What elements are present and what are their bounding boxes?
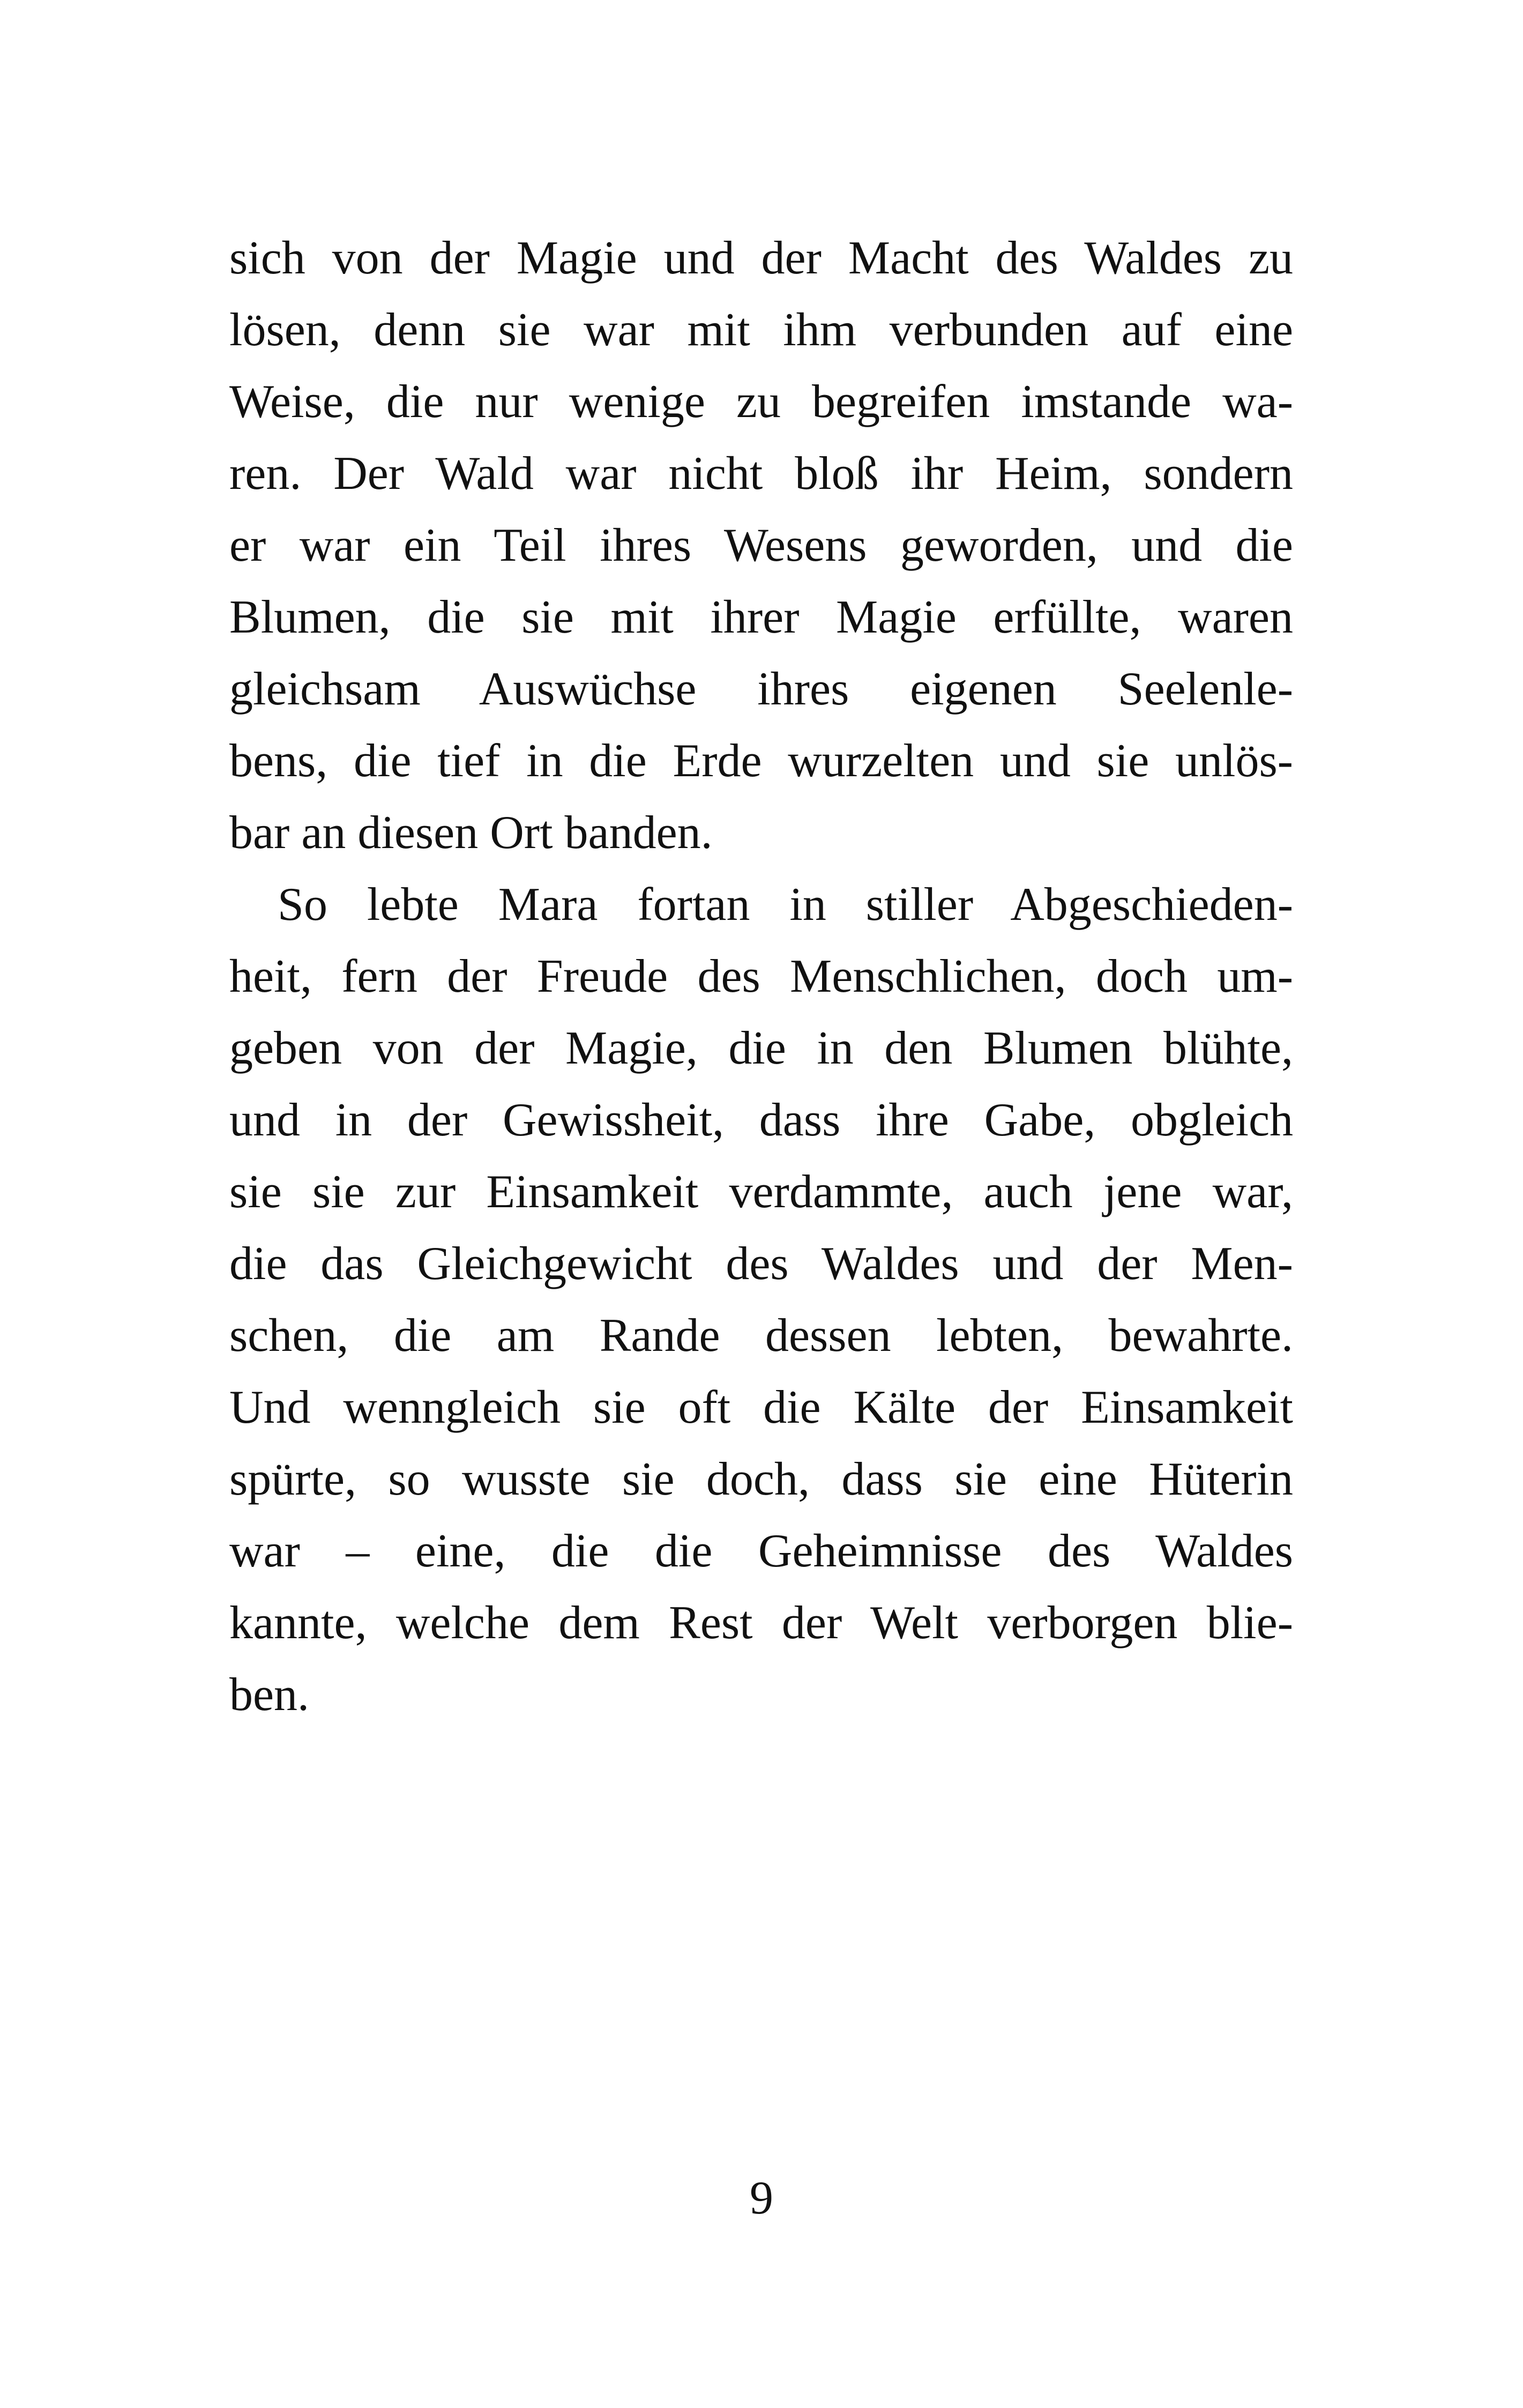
paragraph-1 (229, 222, 1293, 869)
text-line: und in der Gewissheit, dass ihre Gabe, obgleich (229, 1094, 1293, 1146)
text-line: ren. Der Wald war nicht bloß ihr Heim, sondern (229, 448, 1293, 500)
text-line: bens, die tief in die Erde wurzelten und sie unlös- (229, 735, 1293, 787)
text-line: So lebte Mara fortan in stiller Abgeschieden- (278, 879, 1293, 931)
body-text (229, 222, 1293, 1731)
text-line: heit, fern der Freude des Menschlichen, doch um- (229, 950, 1293, 1002)
text-line: Weise, die nur wenige zu begreifen imstande wa- (229, 376, 1293, 428)
text-line: bar an diesen Ort banden. (229, 807, 713, 859)
paragraph-2 (229, 869, 1293, 1731)
text-line: schen, die am Rande dessen lebten, bewahrte. (229, 1310, 1293, 1362)
text-line: Blumen, die sie mit ihrer Magie erfüllte, waren (229, 591, 1293, 643)
text-line: ben. (229, 1669, 310, 1721)
text-line: spürte, so wusste sie doch, dass sie eine Hüterin (229, 1453, 1293, 1505)
text-line: war – eine, die die Geheimnisse des Waldes (229, 1525, 1293, 1577)
text-line: sie sie zur Einsamkeit verdammte, auch jene war, (229, 1166, 1293, 1218)
text-line: die das Gleichgewicht des Waldes und der Men- (229, 1238, 1293, 1290)
text-line: Und wenngleich sie oft die Kälte der Einsamkeit (229, 1381, 1293, 1433)
text-line: sich von der Magie und der Macht des Waldes zu (229, 232, 1293, 284)
text-line: lösen, denn sie war mit ihm verbunden auf eine (229, 304, 1293, 356)
text-line: kannte, welche dem Rest der Welt verborgen blie- (229, 1597, 1293, 1649)
text-line: geben von der Magie, die in den Blumen blühte, (229, 1022, 1293, 1074)
text-line: er war ein Teil ihres Wesens geworden, und die (229, 519, 1293, 571)
text-line: gleichsam Auswüchse ihres eigenen Seelenle- (229, 663, 1293, 715)
page-number: 9 (750, 2172, 773, 2224)
